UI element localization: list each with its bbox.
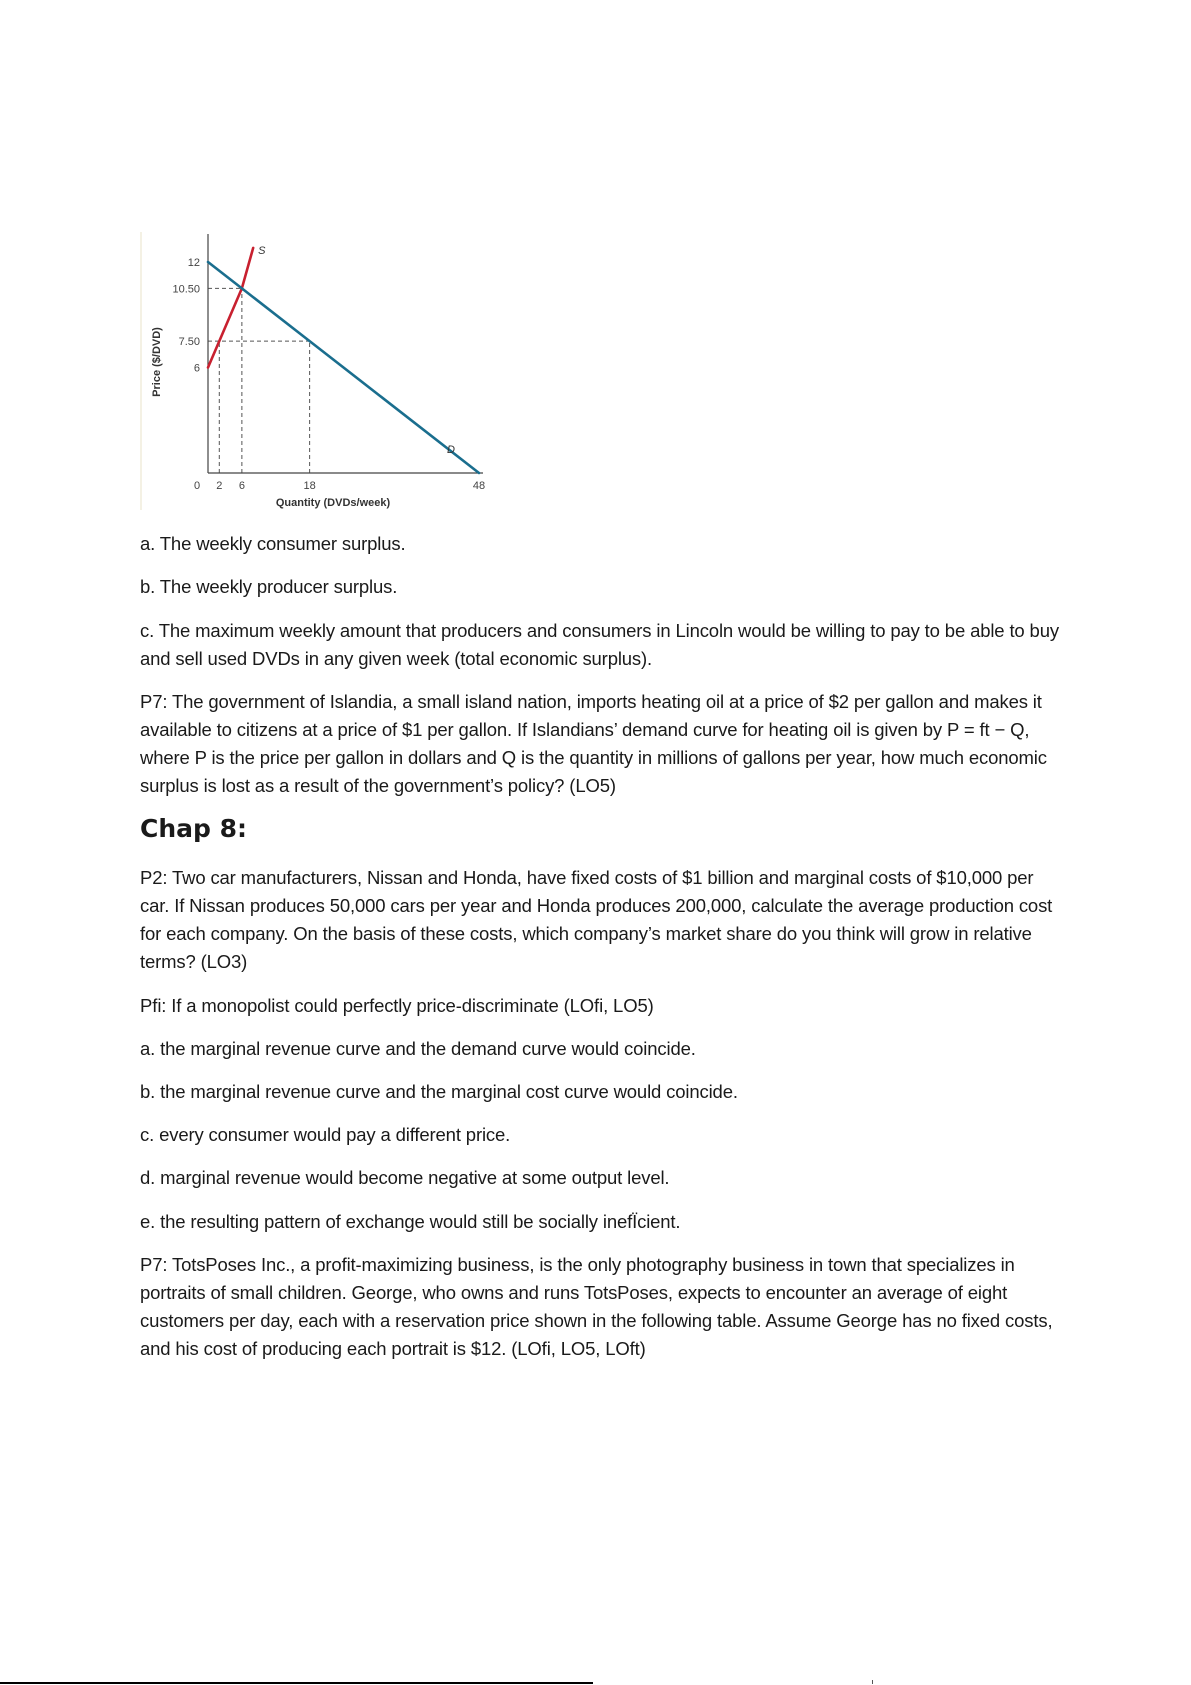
x-tick-labels bbox=[194, 480, 485, 492]
demand-curve bbox=[208, 262, 479, 473]
question-c-text: c. The maximum weekly amount that producers and consumers in Lincoln would be willing to pay to be able to buy and sell used DVDs in any given week (total economic surplus). bbox=[140, 620, 1059, 669]
demand-label: D bbox=[447, 444, 455, 456]
question-b-text: b. The weekly producer surplus. bbox=[140, 576, 398, 597]
option-b bbox=[140, 1078, 1060, 1106]
option-b-text: b. the marginal revenue curve and the marginal cost curve would coincide. bbox=[140, 1081, 738, 1102]
problem-p7-totsposes-text: P7: TotsPoses Inc., a profit-maximizing business, is the only photography business in town that specializes in portraits of small children. George, who owns and runs TotsPoses, expects to encounter an average of eight customers per day, each with a reservation price shown in the following table. Assume George has no fixed costs, and his cost of producing each portrait is $12. (LOﬁ, LO5, LOft) bbox=[140, 1254, 1053, 1359]
problem-p4 bbox=[140, 992, 1060, 1020]
x-axis-label: Quantity (DVDs/week) bbox=[275, 497, 391, 509]
option-d-text: d. marginal revenue would become negative at some output level. bbox=[140, 1167, 670, 1188]
y-tick-label: 7.50 bbox=[178, 336, 200, 349]
option-e-text: e. the resulting pattern of exchange would still be socially inefÏcient. bbox=[140, 1211, 681, 1232]
question-a bbox=[140, 530, 1060, 558]
supply-demand-chart bbox=[140, 232, 500, 512]
option-c-text: c. every consumer would pay a different price. bbox=[140, 1124, 511, 1145]
option-d bbox=[140, 1164, 1060, 1192]
option-a bbox=[140, 1035, 1060, 1063]
y-axis-label: Price ($/DVD) bbox=[150, 327, 163, 397]
problem-p7-islandia bbox=[140, 688, 1060, 800]
question-a-text: a. The weekly consumer surplus. bbox=[140, 533, 406, 554]
x-tick-label: 0 bbox=[193, 480, 201, 492]
supply-label: S bbox=[258, 244, 266, 257]
footer-mark bbox=[872, 1680, 873, 1684]
y-tick-label: 6 bbox=[193, 362, 200, 375]
option-c bbox=[140, 1121, 1060, 1149]
question-b bbox=[140, 573, 1060, 601]
problem-p4-text: Pﬁ: If a monopolist could perfectly price-discriminate (LOﬁ, LO5) bbox=[140, 995, 654, 1016]
x-tick-label: 6 bbox=[238, 480, 245, 492]
footer-rule bbox=[0, 1682, 593, 1684]
y-tick-label: 10.50 bbox=[172, 283, 200, 296]
chart-svg bbox=[140, 232, 500, 512]
y-tick-labels bbox=[172, 257, 200, 375]
question-c bbox=[140, 617, 1060, 673]
option-e bbox=[140, 1208, 1060, 1236]
reference-lines bbox=[208, 288, 310, 473]
problem-p2 bbox=[140, 864, 1060, 976]
problem-p7-islandia-text: P7: The government of Islandia, a small island nation, imports heating oil at a price of $2 per gallon and makes it available to citizens at a price of $1 per gallon. If Islandians’ demand curve for heating oil is given by P = ft − Q, where P is the price per gallon in dollars and Q is the quantity in millions of gallons per year, how much economic surplus is lost as a result of the government’s policy? (LO5) bbox=[140, 691, 1047, 796]
series-labels bbox=[258, 245, 455, 456]
problem-p2-text: P2: Two car manufacturers, Nissan and Honda, have fixed costs of $1 billion and marginal costs of $10,000 per car. If Nissan produces 50,000 cars per year and Honda produces 200,000, calculate the average production cost for each company. On the basis of these costs, which company’s market share do you think will grow in relative terms? (LO3) bbox=[140, 867, 1053, 972]
chapter-heading: Chap 8: bbox=[140, 814, 248, 843]
problem-p7-totsposes bbox=[140, 1251, 1060, 1363]
x-tick-label: 48 bbox=[472, 480, 486, 492]
y-tick-label: 12 bbox=[187, 257, 200, 269]
x-tick-label: 18 bbox=[303, 480, 316, 492]
option-a-text: a. the marginal revenue curve and the demand curve would coincide. bbox=[140, 1038, 696, 1059]
series-lines bbox=[208, 248, 479, 473]
x-tick-label: 2 bbox=[216, 480, 223, 492]
